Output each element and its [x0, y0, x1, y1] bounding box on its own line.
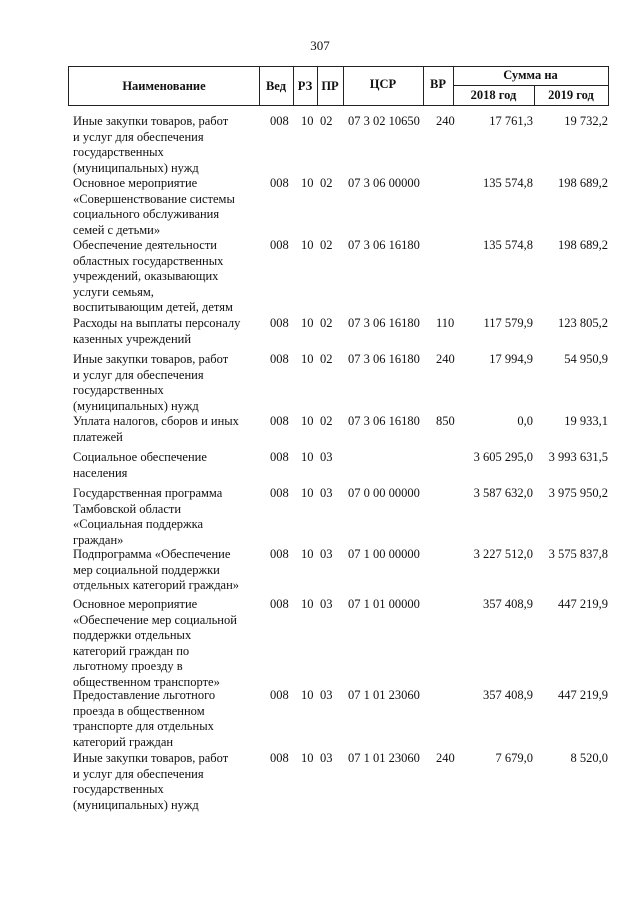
- row-name: [73, 238, 265, 316]
- row-name-line: льготному проезду в: [73, 659, 183, 674]
- row-name-line: категорий граждан: [73, 734, 174, 749]
- row-name-line: областных государственных: [73, 253, 224, 268]
- row-name: [73, 688, 265, 750]
- row-rz: 10: [301, 486, 314, 500]
- row-sum-2018: 3 587 632,0: [473, 486, 533, 500]
- row-name-line: Обеспечение деятельности: [73, 238, 218, 252]
- header-year-2018: 2018 год: [470, 88, 517, 102]
- row-name: [73, 114, 265, 176]
- row-sum-2018: 17 994,9: [489, 352, 533, 366]
- row-name-line: Предоставление льготного: [73, 688, 216, 702]
- row-csr: 07 1 00 00000: [348, 547, 420, 561]
- row-name-line: услуги семьям,: [73, 284, 154, 299]
- row-name-line: Иные закупки товаров, работ: [73, 114, 229, 128]
- row-sum-2019: 19 732,2: [564, 114, 608, 128]
- row-name-line: государственных: [73, 145, 164, 160]
- row-pr: 02: [320, 114, 333, 128]
- row-ved: 008: [270, 688, 289, 702]
- row-pr: 03: [320, 486, 333, 500]
- row-sum-2019: 54 950,9: [564, 352, 608, 366]
- row-rz: 10: [301, 547, 314, 561]
- row-name: [73, 316, 265, 347]
- row-name-line: казенных учреждений: [73, 331, 192, 346]
- row-ved: 008: [270, 547, 289, 561]
- row-rz: 10: [301, 450, 314, 464]
- row-pr: 02: [320, 352, 333, 366]
- row-ved: 008: [270, 597, 289, 611]
- row-name-line: поддержки отдельных: [73, 628, 192, 643]
- row-vr: 110: [436, 316, 455, 330]
- row-name-line: граждан»: [73, 532, 124, 547]
- row-csr: 07 3 06 16180: [348, 316, 420, 330]
- row-name-line: и услуг для обеспечения: [73, 766, 204, 781]
- row-name-line: «Социальная поддержка: [73, 517, 204, 532]
- header-ved: Вед: [265, 79, 287, 93]
- row-name-line: учреждений, оказывающих: [73, 269, 219, 284]
- row-pr: 03: [320, 547, 333, 561]
- row-csr: 07 3 06 00000: [348, 176, 420, 190]
- row-sum-2019: 198 689,2: [558, 238, 608, 252]
- row-csr: 07 1 01 23060: [348, 688, 420, 702]
- row-name-line: (муниципальных) нужд: [73, 160, 199, 175]
- row-name-line: государственных: [73, 383, 164, 398]
- row-rz: 10: [301, 751, 314, 765]
- row-name-line: отдельных категорий граждан»: [73, 578, 240, 593]
- row-name: [73, 176, 265, 238]
- row-vr: 240: [436, 114, 455, 128]
- row-sum-2019: 3 975 950,2: [548, 486, 608, 500]
- row-sum-2018: 3 227 512,0: [473, 547, 533, 561]
- header-name: Наименование: [122, 79, 206, 93]
- row-name-line: (муниципальных) нужд: [73, 398, 199, 413]
- row-pr: 03: [320, 597, 333, 611]
- row-name-line: платежей: [73, 429, 123, 444]
- row-name-line: Уплата налогов, сборов и иных: [73, 414, 239, 428]
- row-sum-2018: 3 605 295,0: [473, 450, 533, 464]
- row-sum-2018: 0,0: [517, 414, 533, 428]
- row-ved: 008: [270, 414, 289, 428]
- row-name-line: категорий граждан по: [73, 643, 190, 658]
- row-ved: 008: [270, 751, 289, 765]
- row-ved: 008: [270, 114, 289, 128]
- row-pr: 03: [320, 688, 333, 702]
- row-pr: 02: [320, 414, 333, 428]
- row-pr: 03: [320, 751, 333, 765]
- header-rz: РЗ: [297, 79, 313, 93]
- header-vr: ВР: [430, 77, 446, 91]
- table-header: [68, 66, 609, 106]
- row-vr: 240: [436, 751, 455, 765]
- row-rz: 10: [301, 414, 314, 428]
- row-rz: 10: [301, 688, 314, 702]
- row-sum-2019: 198 689,2: [558, 176, 608, 190]
- row-pr: 03: [320, 450, 333, 464]
- row-rz: 10: [301, 176, 314, 190]
- row-name-line: социального обслуживания: [73, 207, 220, 222]
- row-csr: 07 3 06 16180: [348, 352, 420, 366]
- row-ved: 008: [270, 352, 289, 366]
- row-pr: 02: [320, 316, 333, 330]
- row-rz: 10: [301, 352, 314, 366]
- row-pr: 02: [320, 176, 333, 190]
- row-sum-2019: 447 219,9: [558, 597, 608, 611]
- row-ved: 008: [270, 486, 289, 500]
- row-rz: 10: [301, 114, 314, 128]
- row-name-line: Государственная программа: [73, 486, 223, 500]
- row-name: [73, 597, 265, 691]
- row-csr: 07 1 01 00000: [348, 597, 420, 611]
- row-sum-2019: 3 993 631,5: [548, 450, 608, 464]
- row-name: [73, 547, 265, 594]
- row-rz: 10: [301, 597, 314, 611]
- row-name-line: и услуг для обеспечения: [73, 367, 204, 382]
- header-sum-group: Сумма на: [503, 68, 558, 82]
- row-name-line: общественном транспорте»: [73, 674, 220, 689]
- row-vr: 240: [436, 352, 455, 366]
- row-ved: 008: [270, 238, 289, 252]
- row-name-line: Социальное обеспечение: [73, 450, 207, 464]
- row-name-line: Подпрограмма «Обеспечение: [73, 547, 231, 561]
- header-pr: ПР: [321, 79, 339, 93]
- row-name-line: Основное мероприятие: [73, 176, 198, 190]
- row-vr: 850: [436, 414, 455, 428]
- header-year-2019: 2019 год: [548, 88, 594, 102]
- row-csr: 07 3 02 10650: [348, 114, 420, 128]
- row-name-line: транспорте для отдельных: [73, 719, 214, 734]
- row-sum-2019: 8 520,0: [570, 751, 608, 765]
- row-name-line: воспитывающим детей, детям: [73, 300, 233, 315]
- row-csr: 07 1 01 23060: [348, 751, 420, 765]
- row-sum-2018: 357 408,9: [483, 688, 533, 702]
- row-sum-2019: 3 575 837,8: [548, 547, 608, 561]
- row-name-line: государственных: [73, 782, 164, 797]
- row-sum-2018: 357 408,9: [483, 597, 533, 611]
- row-name: [73, 450, 265, 481]
- row-rz: 10: [301, 238, 314, 252]
- row-name-line: (муниципальных) нужд: [73, 797, 199, 812]
- row-csr: 07 0 00 00000: [348, 486, 420, 500]
- row-rz: 10: [301, 316, 314, 330]
- row-csr: 07 3 06 16180: [348, 414, 420, 428]
- row-name-line: проезда в общественном: [73, 703, 205, 718]
- row-name-line: населения: [73, 465, 128, 480]
- row-name: [73, 414, 265, 445]
- row-sum-2018: 17 761,3: [489, 114, 533, 128]
- row-sum-2018: 135 574,8: [483, 176, 533, 190]
- row-name-line: и услуг для обеспечения: [73, 129, 204, 144]
- row-name-line: Иные закупки товаров, работ: [73, 751, 229, 765]
- row-name-line: Основное мероприятие: [73, 597, 198, 611]
- row-sum-2018: 117 579,9: [483, 316, 533, 330]
- row-ved: 008: [270, 176, 289, 190]
- row-sum-2019: 19 933,1: [564, 414, 608, 428]
- row-name: [73, 486, 265, 548]
- row-csr: 07 3 06 16180: [348, 238, 420, 252]
- row-sum-2018: 7 679,0: [495, 751, 533, 765]
- row-ved: 008: [270, 450, 289, 464]
- row-name-line: «Совершенствование системы: [73, 191, 235, 206]
- row-sum-2019: 123 805,2: [558, 316, 608, 330]
- header-csr: ЦСР: [369, 77, 397, 91]
- row-pr: 02: [320, 238, 333, 252]
- row-name-line: Расходы на выплаты персоналу: [73, 316, 241, 330]
- row-name: [73, 352, 265, 414]
- row-name-line: мер социальной поддержки: [73, 562, 220, 577]
- page-number: 307: [310, 38, 330, 53]
- row-name-line: Иные закупки товаров, работ: [73, 352, 229, 366]
- row-name: [73, 751, 265, 813]
- row-name-line: Тамбовской области: [73, 501, 182, 516]
- row-name-line: семей с детьми»: [73, 222, 161, 237]
- row-name-line: «Обеспечение мер социальной: [73, 612, 237, 627]
- row-sum-2019: 447 219,9: [558, 688, 608, 702]
- row-sum-2018: 135 574,8: [483, 238, 533, 252]
- row-ved: 008: [270, 316, 289, 330]
